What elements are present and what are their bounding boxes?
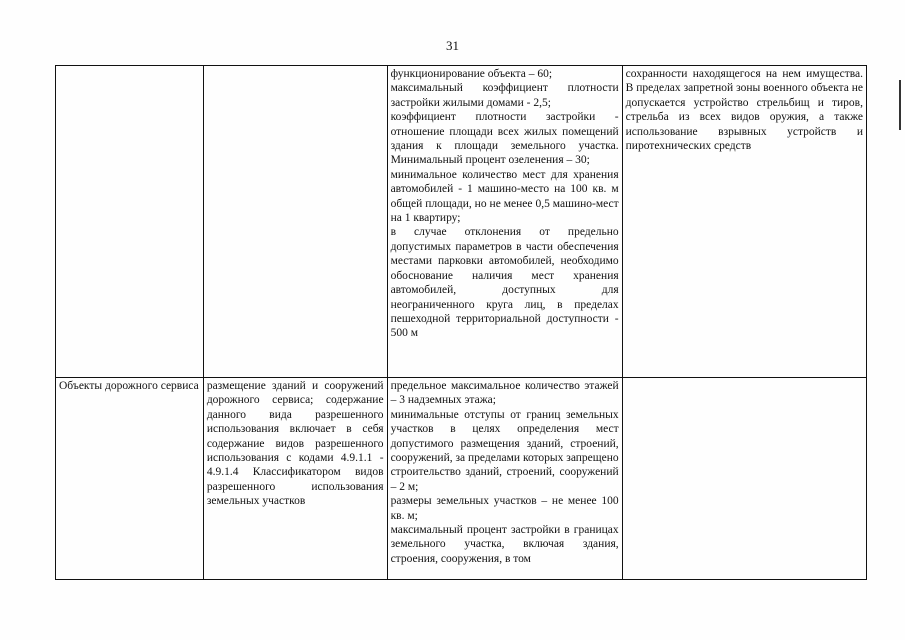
parameter-line: размеры земельных участков – не менее 100 кв. м; — [390, 495, 619, 522]
cell-restrictions — [622, 66, 866, 378]
cell-use-name: Объекты дорожного сервиса — [56, 378, 204, 580]
parameter-line: предельное максимальное количество этажей – 3 надземных этажа; — [390, 380, 619, 407]
parameter-line: коэффициент плотности застройки - отношение площади всех жилых помещений здания к площади земельного участка. Минимальный процент озеленения – 30; — [390, 111, 619, 167]
parameter-line: функционирование объекта – 60; — [390, 68, 553, 80]
zoning-table — [55, 65, 867, 580]
table-row — [56, 66, 867, 378]
cell-use-name — [56, 66, 204, 378]
cell-parameters — [387, 378, 622, 580]
parameter-line: максимальный коэффициент плотности застройки жилыми домами - 2,5; — [390, 82, 619, 109]
restriction-text: сохранности находящегося на нем имущества. В пределах запретной зоны военного объекта не допускается устройство стрельбищ и тиров, стрельба из всех видов оружия, а также использование взрывных устройств и пиротехнических средств — [625, 68, 863, 153]
permitted-use-text: размещение зданий и сооружений дорожного сервиса; содержание данного вида разрешенного использования включает в себя содержание видов разрешенного использования с кодами 4.9.1.1 - 4.9.1.4 Классификатором видов разрешенного использования земельных участков — [206, 380, 384, 508]
cell-parameters — [387, 66, 622, 378]
table-row — [56, 378, 867, 580]
parameter-line: минимальное количество мест для хранения автомобилей - 1 машино-место на 100 кв. м общей площади, но не менее 0,5 машино-мест на 1 квартиру; — [390, 168, 619, 225]
cell-permitted-use — [203, 66, 387, 378]
cell-restrictions — [622, 378, 866, 580]
cell-permitted-use — [203, 378, 387, 580]
scan-edge-mark — [899, 80, 901, 130]
parameter-line: максимальный процент застройки в границах земельного участка, включая здания, строения, сооружения, в том — [390, 524, 619, 565]
parameter-line: в случае отклонения от предельно допустимых параметров в части обеспечения местами парковки автомобилей, необходимо обоснование наличия мест хранения автомобилей, доступных для неограниченного круга лиц, в пределах пешеходной территориальной доступности - 500 м — [390, 226, 619, 340]
page-number: 31 — [446, 38, 459, 53]
parameter-line: минимальные отступы от границ земельных участков в целях определения мест допустимого размещения зданий, строений, сооружений, за пределами которых запрещено строительство зданий, строений, сооружений – 2 м; — [390, 408, 619, 493]
